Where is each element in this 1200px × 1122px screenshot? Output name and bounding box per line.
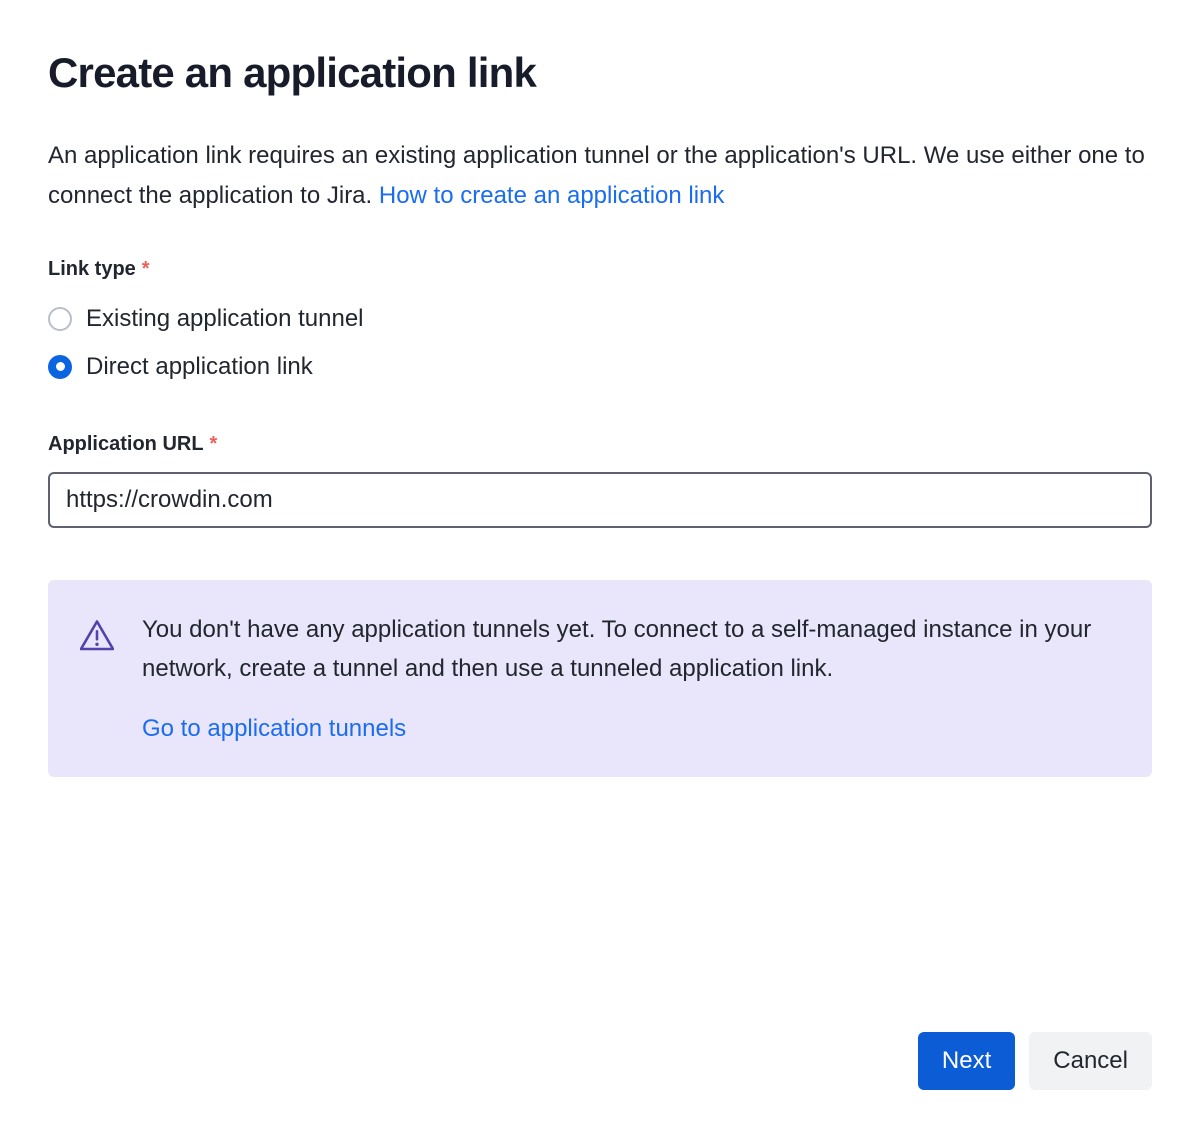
application-url-required-marker: * [209,433,218,456]
link-type-label [48,258,1152,281]
dialog-actions [918,1032,1152,1090]
radio-icon-selected[interactable] [48,355,72,379]
link-type-required-marker: * [141,258,150,281]
application-url-input[interactable] [48,472,1152,528]
cancel-button[interactable]: Cancel [1029,1032,1152,1090]
link-type-radio-group [48,295,1152,391]
intro-text-body: An application link requires an existing application tunnel or the application's URL. We use either one to connect the application to Jira. [48,142,1145,209]
page-title: Create an application link [48,49,536,96]
radio-option-label: Existing application tunnel [86,304,364,332]
radio-option-label: Direct application link [86,352,313,380]
alert-body [142,610,1120,743]
intro-text [48,136,1148,215]
radio-icon[interactable] [48,307,72,331]
application-url-label [48,433,1152,456]
warning-icon [80,618,114,652]
how-to-create-link[interactable]: How to create an application link [378,181,725,209]
application-url-label-text: Application URL [48,432,204,455]
radio-option-existing-application-tunnel[interactable] [48,295,1152,343]
radio-option-direct-application-link[interactable] [48,343,1152,391]
application-tunnels-alert [48,580,1152,777]
next-button[interactable]: Next [918,1032,1015,1090]
go-to-application-tunnels-link[interactable]: Go to application tunnels [142,714,407,742]
link-type-label-text: Link type [48,257,136,280]
alert-message: You don't have any application tunnels yet. To connect to a self-managed instance in your network, create a tunnel and then use a tunneled application link. [142,615,1092,683]
